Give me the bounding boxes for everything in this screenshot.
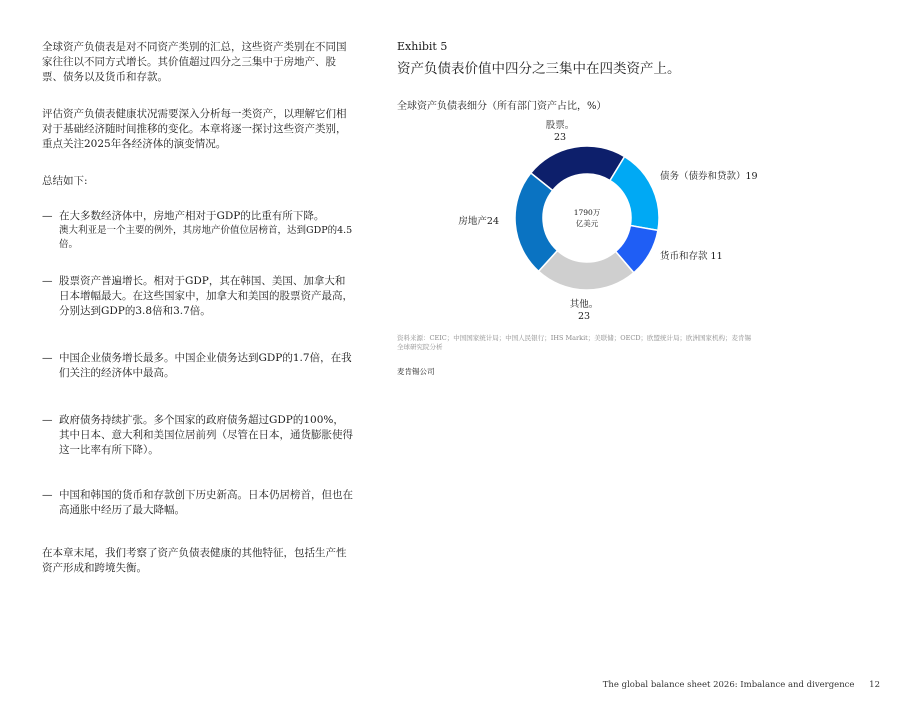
donut-slice-1 xyxy=(610,157,659,231)
donut-center-label: 1790万亿美元 xyxy=(573,208,601,228)
bullet-text: 中国企业债务增长最多。中国企业债务达到GDP的1.7倍，在我们关注的经济体中最高。 xyxy=(59,352,352,379)
source-note: 资料来源：CEIC；中国国家统计局；中国人民银行；IHS Markit；美联储；OECD；欧盟统计局；欧洲国家机构；麦肯锡全球研究院分析 xyxy=(397,334,752,351)
slice-label-0: 股票。 23 xyxy=(545,120,575,143)
bullet-text: 在大多数经济体中，房地产相对于GDP的比重有所下降。 xyxy=(59,210,325,222)
exhibit-panel xyxy=(397,40,797,377)
dash-marker: — xyxy=(42,210,53,222)
closing-paragraph: 在本章末尾，我们考察了资产负债表健康的其他特征，包括生产性资产形成和跨境失衡。 xyxy=(42,547,347,574)
slice-label-3: 其他。 23 xyxy=(569,299,599,322)
dash-marker: — xyxy=(42,489,53,501)
summary-heading: 总结如下: xyxy=(42,175,88,187)
dash-marker: — xyxy=(42,275,53,287)
intro-paragraph-2: 评估资产负债表健康状况需要深入分析每一类资产，以理解它们相对于基础经济随时间推移的变化。本章将逐一探讨这些资产类别，重点关注2025年各经济体的演变情况。 xyxy=(42,108,347,150)
body-text-column xyxy=(42,40,354,598)
bullet-text: 股票资产普遍增长。相对于GDP，其在韩国、美国、加拿大和日本增幅最大。在这些国家中，加拿大和美国的股票资产最高，分别达到GDP的3.8倍和3.7倍。 xyxy=(59,275,353,317)
bullet-currency-deposits xyxy=(42,488,354,518)
bullet-text: 中国和韩国的货币和存款创下历史新高。日本仍居榜首，但也在高通胀中经历了最大降幅。 xyxy=(59,489,353,516)
slice-label-1: 债务（债券和贷款）19 xyxy=(660,171,758,182)
bullet-equities xyxy=(42,274,354,319)
dash-marker: — xyxy=(42,352,53,364)
footer-title: The global balance sheet 2026: Imbalance and divergence xyxy=(602,680,855,690)
exhibit-title: 资产负债表价值中四分之三集中在四类资产上。 xyxy=(397,61,681,77)
slice-label-4: 房地产24 xyxy=(458,216,499,227)
page-number: 12 xyxy=(869,680,880,690)
bullet-text: 政府债务持续扩张。多个国家的政府债务超过GDP的100%，其中日本、意大利和美国位居前列（尽管在日本，通货膨胀使得这一比率有所下降）。 xyxy=(59,414,353,456)
slice-label-2: 货币和存款 11 xyxy=(660,251,723,262)
brand-name: 麦肯锡公司 xyxy=(397,367,435,376)
bullet-subtext: 澳大利亚是一个主要的例外，其房地产价值位居榜首，达到GDP的4.5倍。 xyxy=(59,225,353,250)
bullet-government-debt xyxy=(42,413,354,458)
chart-subtitle: 全球资产负债表细分（所有部门资产占比，%） xyxy=(397,101,607,112)
bullet-real-estate xyxy=(42,209,354,252)
intro-paragraph-1: 全球资产负债表是对不同资产类别的汇总，这些资产类别在不同国家往往以不同方式增长。其价值超过四分之三集中于房地产、股票、债务以及货币和存款。 xyxy=(42,41,347,83)
bullet-corporate-debt xyxy=(42,351,354,381)
page-footer xyxy=(603,680,880,690)
donut-chart xyxy=(397,118,797,328)
dash-marker: — xyxy=(42,414,53,426)
exhibit-label: Exhibit 5 xyxy=(397,40,448,53)
